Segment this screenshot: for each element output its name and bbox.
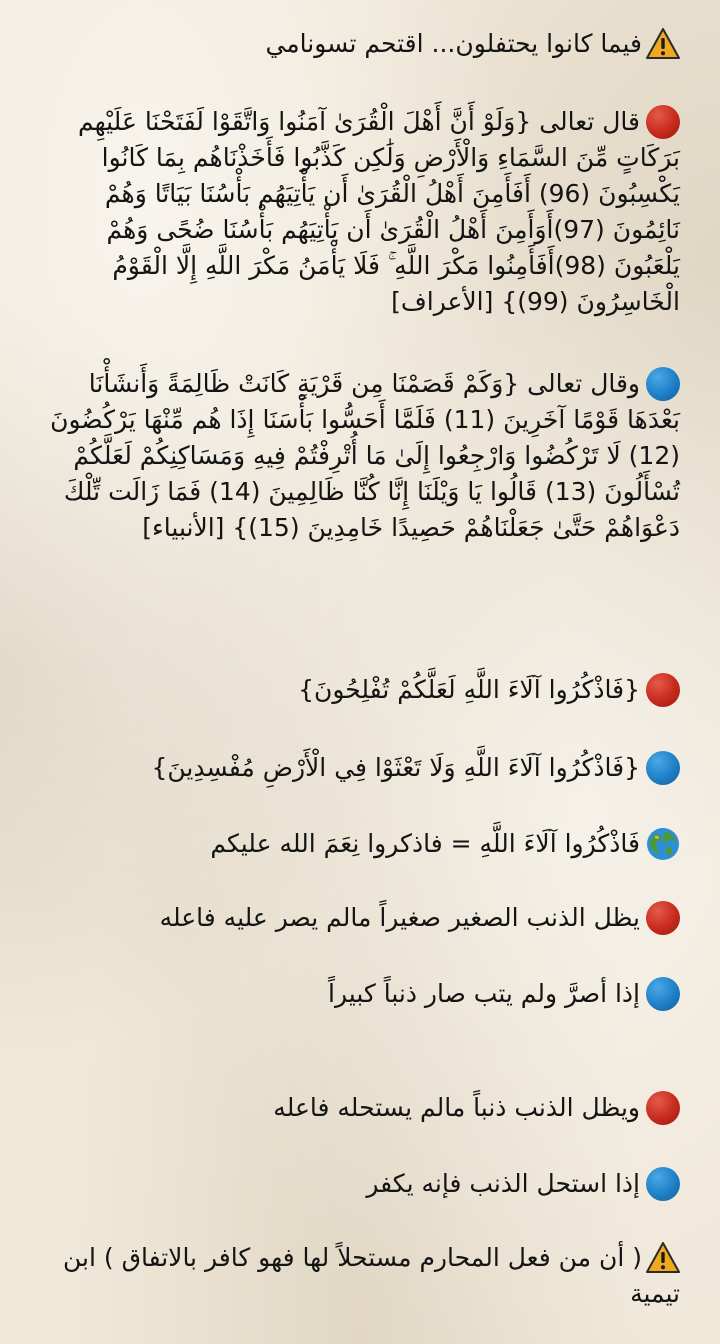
line-text (40, 1166, 680, 1202)
line-text-content: إذا أصرَّ ولم يتب صار ذنباً كبيراً (328, 979, 640, 1008)
verse-text: {فَاذْكُرُوا آلَاءَ اللَّهِ وَلَا تَعْثَوْا فِي الْأَرْضِ مُفْسِدِينَ} (151, 753, 640, 782)
red-circle-icon (646, 673, 680, 707)
quote-block (40, 1240, 680, 1312)
line-text (40, 750, 680, 786)
line-3 (40, 826, 680, 862)
line-4 (40, 900, 680, 936)
line-text-content: فَاذْكُرُوا آلَاءَ اللَّهِ = فاذكروا نِعَمَ الله عليكم (210, 829, 640, 858)
quote-content: ( أن من فعل المحارم مستحلاً لها فهو كافر بالاتفاق ) ابن تيمية (62, 1243, 680, 1308)
line-text (40, 976, 680, 1012)
line-text-content: يظل الذنب الصغير صغيراً مالم يصر عليه فاعله (159, 903, 640, 932)
line-6 (40, 1090, 680, 1126)
blue-circle-icon (646, 367, 680, 401)
line-text (40, 1090, 680, 1126)
verse-text: قال تعالى {وَلَوْ أَنَّ أَهْلَ الْقُرَىٰ آمَنُوا وَاتَّقَوْا لَفَتَحْنَا عَلَيْهِم بَرَكَاتٍ مِّنَ السَّمَاءِ وَالْأَرْضِ وَلَٰكِن كَذَّبُوا فَأَخَذْنَاهُم بِمَا كَانُوا يَكْسِبُونَ (96) أَفَأَمِنَ أَهْلُ الْقُرَىٰ أَن يَأْتِيَهُم بَأْسُنَا بَيَاتًا وَهُمْ نَائِمُونَ (97)أَوَأَمِنَ أَهْلُ الْقُرَىٰ أَن يَأْتِيَهُم بَأْسُنَا ضُحًى وَهُمْ يَلْعَبُونَ (98)أَفَأَمِنُوا مَكْرَ اللَّهِ ۚ فَلَا يَأْمَنُ مَكْرَ اللَّهِ إِلَّا الْقَوْمُ الْخَاسِرُونَ (99)} [الأعراف] (77, 107, 680, 316)
warning-icon (646, 27, 680, 61)
line-text-content: إذا استحل الذنب فإنه يكفر (366, 1169, 640, 1198)
line-2 (40, 750, 680, 786)
verse-text: {فَاذْكُرُوا آلَاءَ اللَّهِ لَعَلَّكُمْ تُفْلِحُونَ} (298, 675, 640, 704)
paragraph-text (40, 366, 680, 546)
page-title (40, 26, 680, 62)
line-text-content: ويظل الذنب ذنباً مالم يستحله فاعله (273, 1093, 640, 1122)
line-7 (40, 1166, 680, 1202)
red-circle-icon (646, 901, 680, 935)
title-block (40, 26, 680, 62)
paragraph-anbiya (40, 366, 680, 546)
paragraph-text (40, 104, 680, 320)
line-text (40, 900, 680, 936)
blue-circle-icon (646, 1167, 680, 1201)
title-text: فيما كانوا يحتفلون... اقتحم تسونامي (265, 29, 642, 58)
warning-icon (646, 1241, 680, 1275)
red-circle-icon (646, 105, 680, 139)
line-text (40, 672, 680, 708)
line-1 (40, 672, 680, 708)
quote-text (40, 1240, 680, 1312)
red-circle-icon (646, 1091, 680, 1125)
line-text (40, 826, 680, 862)
paragraph-araf (40, 104, 680, 320)
globe-icon (646, 827, 680, 861)
blue-circle-icon (646, 751, 680, 785)
line-5 (40, 976, 680, 1012)
blue-circle-icon (646, 977, 680, 1011)
verse-text: وقال تعالى {وَكَمْ قَصَمْنَا مِن قَرْيَةٍ كَانَتْ ظَالِمَةً وَأَنشَأْنَا بَعْدَهَا قَوْمًا آخَرِينَ (11) فَلَمَّا أَحَسُّوا بَأْسَنَا إِذَا هُم مِّنْهَا يَرْكُضُونَ (12) لَا تَرْكُضُوا وَارْجِعُوا إِلَىٰ مَا أُتْرِفْتُمْ فِيهِ وَمَسَاكِنِكُمْ لَعَلَّكُمْ تُسْأَلُونَ (13) قَالُوا يَا وَيْلَنَا إِنَّا كُنَّا ظَالِمِينَ (14) فَمَا زَالَت تِّلْكَ دَعْوَاهُمْ حَتَّىٰ جَعَلْنَاهُمْ حَصِيدًا خَامِدِينَ (15)} [الأنبياء] (50, 369, 680, 542)
